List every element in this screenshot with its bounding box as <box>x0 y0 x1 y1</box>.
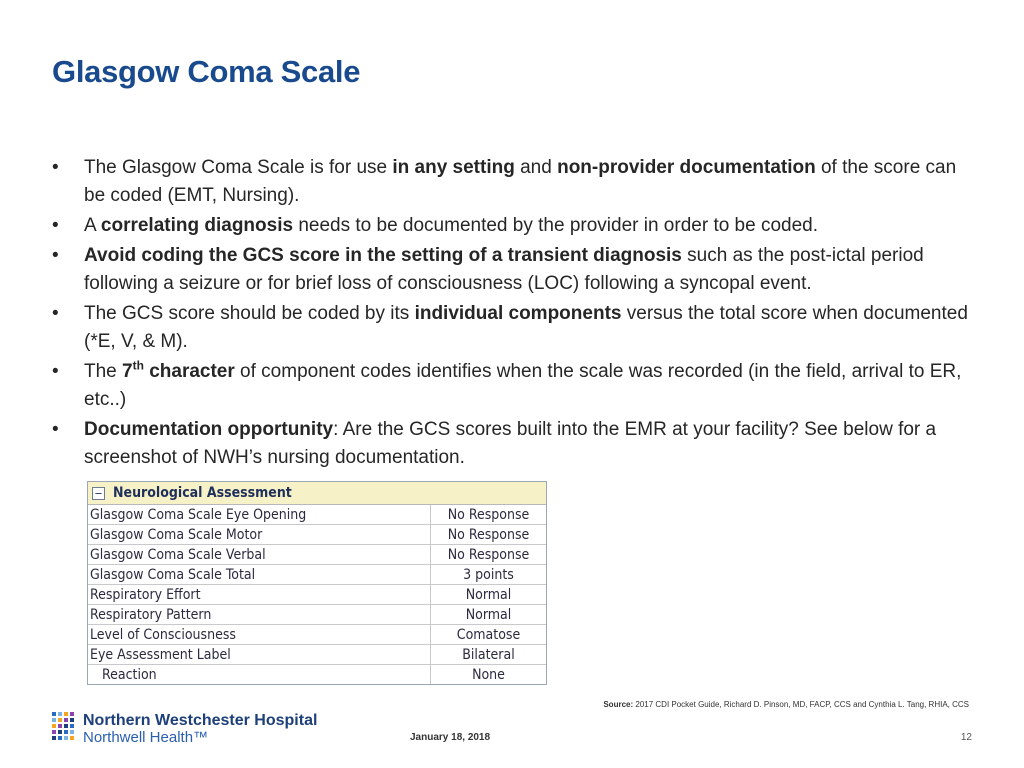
source-text: 2017 CDI Pocket Guide, Richard D. Pinson, MD, FACP, CCS and Cynthia L. Tang, RHIA, CCS <box>633 700 969 709</box>
neuro-panel-title: Neurological Assessment <box>113 485 292 501</box>
neuro-row[interactable] <box>88 565 546 585</box>
bullet-item <box>52 416 982 472</box>
bullet-bold-text: 7 <box>122 361 133 382</box>
neurological-assessment-panel <box>87 481 547 685</box>
hospital-logo <box>52 712 317 746</box>
neuro-row-value: Normal <box>431 585 547 605</box>
neuro-row-value: No Response <box>431 525 547 545</box>
logo-square <box>70 718 74 722</box>
logo-square <box>52 712 56 716</box>
bullet-bold-text: th <box>132 358 144 373</box>
logo-square <box>52 736 56 740</box>
bullet-text: needs to be documented by the provider in order to be coded. <box>293 215 819 236</box>
bullet-text: versus the total score when documented (*E, V, & M). <box>84 303 968 352</box>
bullet-dot: • <box>52 245 59 266</box>
neuro-row-label: Glasgow Coma Scale Verbal <box>88 545 431 565</box>
logo-square <box>52 730 56 734</box>
northwell-logo-icon <box>52 712 76 742</box>
neuro-row-value: Bilateral <box>431 645 547 665</box>
logo-square <box>70 712 74 716</box>
bullet-dot: • <box>52 303 59 324</box>
neuro-row[interactable] <box>88 605 546 625</box>
logo-square <box>64 724 68 728</box>
bullet-item <box>52 358 982 414</box>
neuro-table <box>88 505 546 684</box>
neuro-row-label: Glasgow Coma Scale Eye Opening <box>88 505 431 525</box>
bullet-text: The Glasgow Coma Scale is for use <box>84 157 393 178</box>
page-title: Glasgow Coma Scale <box>52 54 361 89</box>
bullet-text: of component codes identifies when the scale was recorded (in the field, arrival to ER, etc..) <box>84 361 962 410</box>
bullet-text: A <box>84 215 101 236</box>
bullet-dot: • <box>52 361 59 382</box>
neuro-row-label: Eye Assessment Label <box>88 645 431 665</box>
neuro-row-label: Glasgow Coma Scale Total <box>88 565 431 585</box>
neuro-row-label: Reaction <box>88 665 431 685</box>
bullet-text: The <box>84 361 123 382</box>
logo-line-1: Northern Westchester Hospital <box>83 712 318 729</box>
neuro-row-label: Glasgow Coma Scale Motor <box>88 525 431 545</box>
bullet-dot: • <box>52 419 59 440</box>
logo-square <box>64 712 68 716</box>
logo-square <box>70 730 74 734</box>
neuro-row[interactable] <box>88 665 546 685</box>
logo-square <box>52 718 56 722</box>
page-number: 12 <box>960 732 972 743</box>
bullet-bold-text: Documentation opportunity <box>84 419 334 440</box>
footer-date: January 18, 2018 <box>410 732 491 743</box>
neuro-panel-header[interactable] <box>88 482 546 505</box>
bullet-bold-text: in any setting <box>392 157 515 178</box>
logo-square <box>58 718 62 722</box>
neuro-row-value: No Response <box>431 545 547 565</box>
source-label: Source: <box>603 700 634 709</box>
logo-square <box>58 724 62 728</box>
logo-square <box>52 724 56 728</box>
logo-square <box>64 730 68 734</box>
neuro-row[interactable] <box>88 625 546 645</box>
neuro-row[interactable] <box>88 585 546 605</box>
logo-square <box>58 736 62 740</box>
bullet-item <box>52 212 982 240</box>
neuro-row[interactable] <box>88 545 546 565</box>
bullet-text: of the score can be coded (EMT, Nursing). <box>84 157 957 206</box>
bullet-dot: • <box>52 215 59 236</box>
neuro-row-label: Level of Consciousness <box>88 625 431 645</box>
neuro-row-label: Respiratory Pattern <box>88 605 431 625</box>
neuro-row-value: No Response <box>431 505 547 525</box>
bullet-text: such as the post-ictal period following a seizure or for brief loss of consciousness (LOC) following a syncopal event. <box>84 245 924 294</box>
bullet-bold-text: character <box>143 361 235 382</box>
neuro-row-value: Comatose <box>431 625 547 645</box>
bullet-item <box>52 154 982 210</box>
bullet-item <box>52 242 982 298</box>
bullet-text: and <box>514 157 558 178</box>
bullet-bold-text: individual components <box>414 303 622 324</box>
source-citation <box>603 700 969 709</box>
neuro-row-value: Normal <box>431 605 547 625</box>
bullet-bold-text: correlating diagnosis <box>100 215 294 236</box>
bullet-bold-text: non-provider documentation <box>557 157 816 178</box>
bullet-item <box>52 300 982 356</box>
neuro-row[interactable] <box>88 505 546 525</box>
neuro-row-value: 3 points <box>431 565 547 585</box>
neuro-row[interactable] <box>88 645 546 665</box>
logo-square <box>64 736 68 740</box>
collapse-icon[interactable]: − <box>92 487 105 500</box>
logo-square <box>58 712 62 716</box>
neuro-row[interactable] <box>88 525 546 545</box>
neuro-row-value: None <box>472 666 505 683</box>
neuro-row-label: Respiratory Effort <box>88 585 431 605</box>
logo-line-2: Northwell Health™ <box>83 729 209 746</box>
bullet-list <box>52 154 982 474</box>
bullet-text: : Are the GCS scores built into the EMR at your facility? See below for a screenshot of NWH’s nursing documentation. <box>84 419 937 468</box>
logo-square <box>70 724 74 728</box>
logo-square <box>70 736 74 740</box>
bullet-bold-text: Avoid coding the GCS score in the setting of a transient diagnosis <box>84 245 682 266</box>
bullet-text: The GCS score should be coded by its <box>84 303 415 324</box>
logo-square <box>64 718 68 722</box>
bullet-dot: • <box>52 157 59 178</box>
logo-square <box>58 730 62 734</box>
